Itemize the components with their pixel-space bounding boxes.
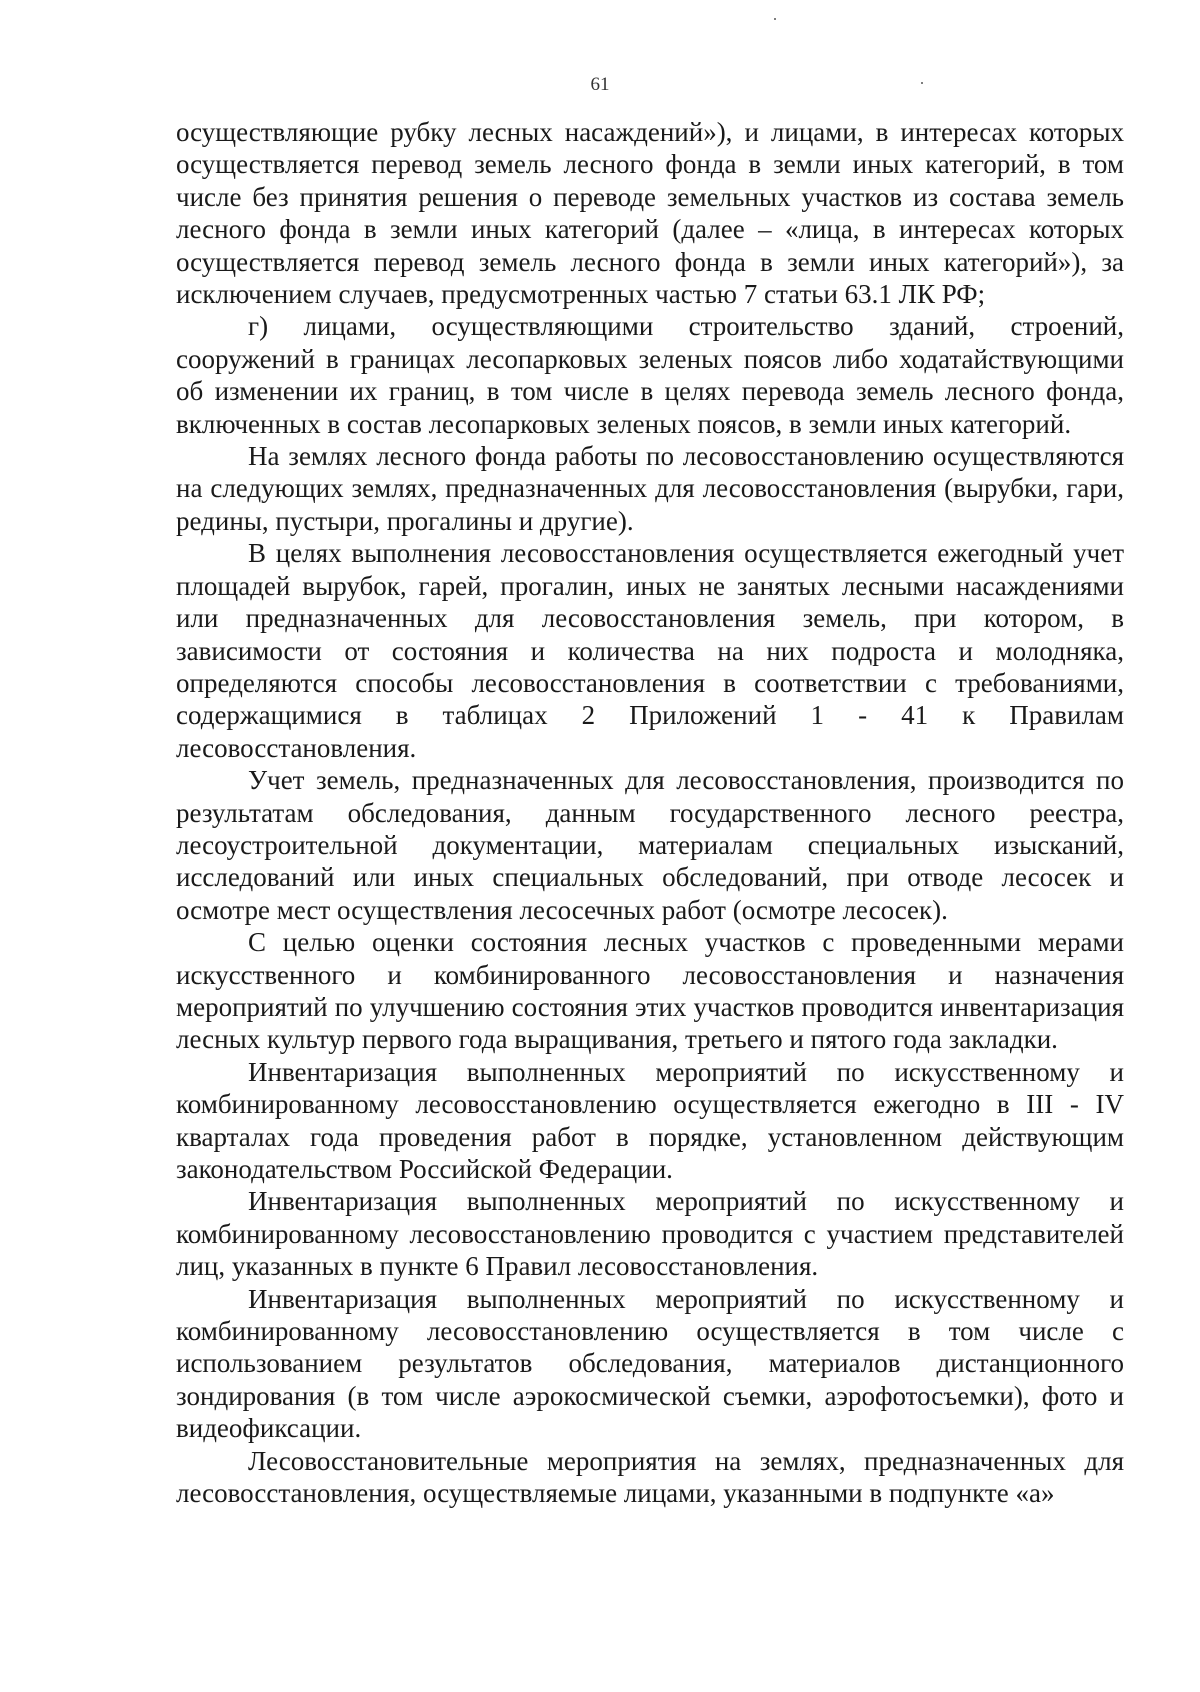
paragraph: Инвентаризация выполненных мероприятий по искусственному и комбинированному лесовосстановлению проводится с участием представителей лиц, указанных в пункте 6 Правил лесовосстановления. [176, 1186, 1124, 1282]
paragraph: Учет земель, предназначенных для лесовосстановления, производится по результатам обследования, данным государственного лесного реестра, лесоустроительной документации, материалам специальных изысканий, исследований или иных специальных обследований, при отводе лесосек и осмотре мест осуществления лесосечных работ (осмотре лесосек). [176, 765, 1124, 925]
paragraph: г) лицами, осуществляющими строительство зданий, строений, сооружений в границах лесопарковых зеленых поясов либо ходатайствующими об изменении их границ, в том числе в целях перевода земель лесного фонда, включенных в состав лесопарковых зеленых поясов, в земли иных категорий. [176, 311, 1124, 439]
paragraph: В целях выполнения лесовосстановления осуществляется ежегодный учет площадей вырубок, гарей, прогалин, иных не занятых лесными насаждениями или предназначенных для лесовосстановления земель, при котором, в зависимости от состояния и количества на них подроста и молодняка, определяются способы лесовосстановления в соответствии с требованиями, содержащимися в таблицах 2 Приложений 1 - 41 к Правилам лесовосстановления. [176, 538, 1124, 763]
paragraph: Лесовосстановительные мероприятия на землях, предназначенных для лесовосстановления, осуществляемые лицами, указанными в подпункте «а» [176, 1445, 1124, 1509]
scan-speck [774, 18, 776, 20]
document-body [176, 116, 1124, 1509]
paragraph: Инвентаризация выполненных мероприятий по искусственному и комбинированному лесовосстановлению осуществляется ежегодно в III - IV кварталах года проведения работ в порядке, установленном действующим законодательством Российской Федерации. [176, 1056, 1124, 1184]
paragraph: Инвентаризация выполненных мероприятий по искусственному и комбинированному лесовосстановлению осуществляется в том числе с использованием результатов обследования, материалов дистанционного зондирования (в том числе аэрокосмической съемки, аэрофотосъемки), фото и видеофиксации. [176, 1283, 1124, 1444]
paragraph: На землях лесного фонда работы по лесовосстановлению осуществляются на следующих землях, предназначенных для лесовосстановления (вырубки, гари, редины, пустыри, прогалины и другие). [176, 441, 1124, 536]
paragraph-continuation: осуществляющие рубку лесных насаждений»), и лицами, в интересах которых осуществляется перевод земель лесного фонда в земли иных категорий, в том числе без принятия решения о переводе земельных участков из состава земель лесного фонда в земли иных категорий (далее – «лица, в интересах которых осуществляется перевод земель лесного фонда в земли иных категорий»), за исключением случаев, предусмотренных частью 7 статьи 63.1 ЛК РФ; [176, 117, 1124, 310]
page-number: 61 [590, 74, 610, 95]
paragraph: С целью оценки состояния лесных участков с проведенными мерами искусственного и комбинированного лесовосстановления и назначения мероприятий по улучшению состояния этих участков проводится инвентаризация лесных культур первого года выращивания, третьего и пятого года закладки. [176, 927, 1124, 1055]
